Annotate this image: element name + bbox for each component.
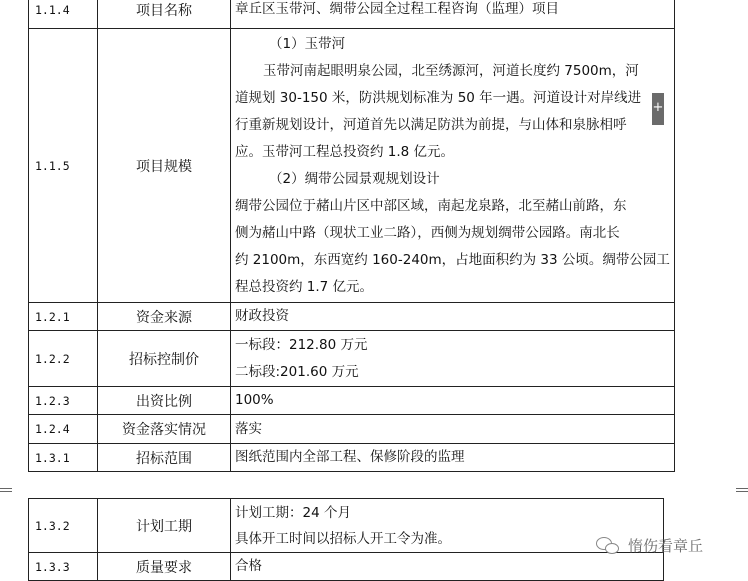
value-text: 章丘区玉带河、绸带公园全过程工程咨询（监理）项目 [235,1,559,17]
value-text: 二标段:201.60 万元 [235,363,359,380]
row-label: 项目规模 [98,29,231,303]
row-label: 出资比例 [98,387,231,415]
row-label: 质量要求 [98,553,231,581]
row-value [231,553,664,581]
table-row [29,444,675,472]
row-label: 资金落实情况 [98,415,231,444]
page-break-marker [736,488,748,492]
row-number: 1.1.5 [29,29,98,303]
row-number: 1.2.4 [29,415,98,444]
wechat-watermark [596,534,703,556]
table-row [29,553,664,581]
row-label: 资金来源 [98,303,231,331]
row-number: 1.2.2 [29,331,98,387]
project-scale-text [231,29,675,303]
row-value [231,444,675,472]
row-number: 1.2.1 [29,303,98,331]
wechat-icon [596,535,620,555]
value-text: 图纸范围内全部工程、保修阶段的监理 [235,449,465,465]
expand-tab-plus-icon[interactable]: + [652,93,664,125]
table-row [29,0,675,29]
row-number: 1.2.3 [29,387,98,415]
row-number: 1.3.1 [29,444,98,472]
paragraph-line: 程总投资约 1.7 亿元。 [235,278,374,295]
value-text: 100% [235,392,274,408]
table-row [29,499,664,553]
paragraph-line: 侧为赭山中路（现状工业二路），西侧为规划绸带公园路。南北长 [235,224,620,241]
row-label: 招标范围 [98,444,231,472]
row-value [231,387,675,415]
bid-info-table-page1 [28,0,675,472]
section-heading: （2）绸带公园景观规划设计 [269,170,440,187]
table-row [29,29,675,303]
bid-info-table-page2 [28,498,664,581]
row-label: 计划工期 [98,499,231,553]
row-value [231,415,675,444]
paragraph-line: 行重新规划设计，河道首先以满足防洪为前提，与山体和泉脉相呼 [235,116,627,133]
paragraph-line: 绸带公园位于赭山片区中部区域，南起龙泉路，北至赭山前路，东 [235,197,627,214]
value-text: 落实 [235,420,262,437]
table-row [29,387,675,415]
value-text: 一标段：212.80 万元 [235,336,368,353]
row-number: 1.1.4 [29,0,98,29]
watermark-text: 惰伤看章丘 [628,536,704,555]
row-label: 项目名称 [98,0,231,29]
row-number: 1.3.2 [29,499,98,553]
table-row [29,303,675,331]
row-value [231,303,675,331]
table-row [29,415,675,444]
row-label: 招标控制价 [98,331,231,387]
value-text: 计划工期：24 个月 [235,505,351,521]
paragraph-line: 约 2100m，东西宽约 160-240m，占地面积约为 33 公顷。绸带公园工 [235,251,670,268]
section-heading: （1）玉带河 [269,35,346,52]
paragraph-line: 道规划 30-150 米，防洪规划标准为 50 年一遇。河道设计对岸线进 [235,89,642,106]
paragraph-line: 玉带河南起眼明泉公园，北至绣源河，河道长度约 7500m，河 [263,62,639,79]
paragraph-line: 应。玉带河工程总投资约 1.8 亿元。 [235,143,455,160]
value-text: 合格 [235,558,262,574]
table-row [29,331,675,387]
row-number: 1.3.3 [29,553,98,581]
row-value [231,0,675,29]
value-text: 具体开工时间以招标人开工令为准。 [235,531,451,547]
row-value [231,331,675,387]
value-text: 财政投资 [235,308,289,324]
page-break-marker [0,488,12,492]
